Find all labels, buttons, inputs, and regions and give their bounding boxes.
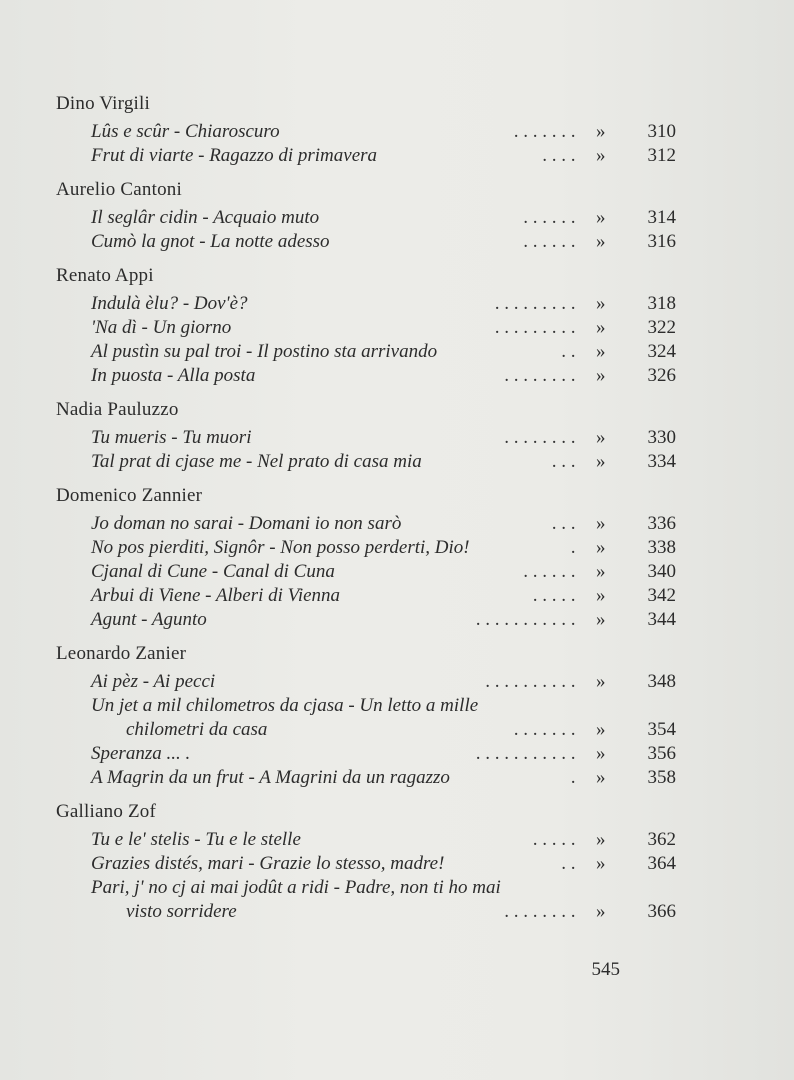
leader-dots: . . . . . . . . [504, 427, 576, 448]
page-ref-marker: » [596, 585, 606, 606]
entry-page-number: 356 [647, 743, 676, 764]
entry-page-number: 330 [647, 427, 676, 448]
page-ref-marker: » [596, 561, 606, 582]
leader-dots: . . . . . . . . . . . [476, 743, 576, 764]
entry-title: Tu e le' stelis - Tu e le stelle [91, 829, 301, 850]
leader-dots: . . . . . . . . . . . [476, 609, 576, 630]
page-ref-marker: » [596, 427, 606, 448]
entry-title: Frut di viarte - Ragazzo di primavera [91, 145, 378, 166]
leader-dots: . . . . . [533, 585, 576, 606]
leader-dots: . . . . . . [523, 207, 576, 228]
entry-title: Ai pèz - Ai pecci [91, 671, 216, 692]
page-ref-marker: » [596, 767, 606, 788]
entry-title: Tu mueris - Tu muori [91, 427, 252, 448]
page-ref-marker: » [596, 671, 606, 692]
toc-entry [56, 900, 696, 924]
toc-entry [56, 828, 696, 852]
page-ref-marker: » [596, 341, 606, 362]
author-name: Renato Appi [56, 265, 154, 286]
entry-page-number: 314 [647, 207, 676, 228]
entry-page-number: 316 [647, 231, 676, 252]
toc-entry [56, 364, 696, 388]
entry-page-number: 344 [647, 609, 676, 630]
toc-entry [56, 450, 696, 474]
entry-title: Jo doman no sarai - Domani io non sarò [91, 513, 402, 534]
entry-title: In puosta - Alla posta [91, 365, 256, 386]
entry-title: Arbui di Viene - Alberi di Vienna [91, 585, 341, 606]
entry-page-number: 334 [647, 451, 676, 472]
entry-title: Indulà èlu? - Dov'è? [91, 293, 248, 314]
author-name: Dino Virgili [56, 93, 150, 114]
page-ref-marker: » [596, 207, 606, 228]
page-ref-marker: » [596, 513, 606, 534]
toc-entry [56, 536, 696, 560]
entry-page-number: 310 [647, 121, 676, 142]
entry-page-number: 362 [647, 829, 676, 850]
leader-dots: . . [561, 853, 576, 874]
entry-page-number: 358 [647, 767, 676, 788]
entry-title: Il seglâr cidin - Acquaio muto [91, 207, 320, 228]
entry-title: No pos pierditi, Signôr - Non posso perderti, Dio! [91, 537, 470, 558]
entry-page-number: 336 [647, 513, 676, 534]
entry-page-number: 348 [647, 671, 676, 692]
leader-dots: . . . . . . . . . . [485, 671, 576, 692]
leader-dots: . . [561, 341, 576, 362]
entry-page-number: 324 [647, 341, 676, 362]
entry-page-number: 340 [647, 561, 676, 582]
page-ref-marker: » [596, 743, 606, 764]
toc-entry [56, 584, 696, 608]
toc-entry [56, 608, 696, 632]
entry-title: Pari, j' no cj ai mai jodût a ridi - Padre, non ti ho mai [91, 877, 501, 898]
toc-entry [56, 512, 696, 536]
toc-entry [56, 206, 696, 230]
entry-page-number: 322 [647, 317, 676, 338]
toc-entry [56, 230, 696, 254]
page-ref-marker: » [596, 853, 606, 874]
toc-entry [56, 316, 696, 340]
toc-entry [56, 340, 696, 364]
author-name: Domenico Zannier [56, 485, 203, 506]
entry-title: Al pustìn su pal troi - Il postino sta arrivando [91, 341, 438, 362]
page-ref-marker: » [596, 451, 606, 472]
author-name: Aurelio Cantoni [56, 179, 182, 200]
entry-page-number: 326 [647, 365, 676, 386]
page-ref-marker: » [596, 145, 606, 166]
page-ref-marker: » [596, 121, 606, 142]
entry-title-continuation: chilometri da casa [126, 719, 268, 740]
toc-section [56, 484, 696, 632]
toc-entry [56, 670, 696, 694]
leader-dots: . . . . [542, 145, 576, 166]
entry-page-number: 318 [647, 293, 676, 314]
entry-title: Tal prat di cjase me - Nel prato di casa mia [91, 451, 422, 472]
toc-entry [56, 426, 696, 450]
leader-dots: . . . . . . . . [504, 901, 576, 922]
author-name: Galliano Zof [56, 801, 157, 822]
entry-title: Grazies distés, mari - Grazie lo stesso, madre! [91, 853, 445, 874]
leader-dots: . . . . . [533, 829, 576, 850]
entry-page-number: 364 [647, 853, 676, 874]
toc-entry [56, 694, 696, 718]
toc-entry [56, 292, 696, 316]
page-ref-marker: » [596, 293, 606, 314]
toc-entry [56, 742, 696, 766]
entry-page-number: 342 [647, 585, 676, 606]
entry-page-number: 354 [647, 719, 676, 740]
page-ref-marker: » [596, 719, 606, 740]
toc-entry [56, 144, 696, 168]
page-ref-marker: » [596, 829, 606, 850]
page-ref-marker: » [596, 537, 606, 558]
page-ref-marker: » [596, 231, 606, 252]
leader-dots: . [571, 537, 576, 558]
entry-title: Cumò la gnot - La notte adesso [91, 231, 330, 252]
toc-section [56, 92, 696, 168]
leader-dots: . . . . . . . [514, 121, 576, 142]
entry-title: Lûs e scûr - Chiaroscuro [91, 121, 280, 142]
entry-page-number: 366 [647, 901, 676, 922]
leader-dots: . . . [552, 451, 576, 472]
leader-dots: . [571, 767, 576, 788]
leader-dots: . . . [552, 513, 576, 534]
toc-section [56, 642, 696, 790]
entry-title: A Magrin da un frut - A Magrini da un ragazzo [91, 767, 450, 788]
toc-section [56, 800, 696, 924]
page-ref-marker: » [596, 901, 606, 922]
page-ref-marker: » [596, 609, 606, 630]
table-of-contents [56, 92, 696, 934]
toc-entry [56, 120, 696, 144]
page-number: 545 [591, 959, 620, 980]
leader-dots: . . . . . . . [514, 719, 576, 740]
author-name: Leonardo Zanier [56, 643, 187, 664]
entry-title: 'Na dì - Un giorno [91, 317, 232, 338]
page-ref-marker: » [596, 365, 606, 386]
entry-title-continuation: visto sorridere [126, 901, 237, 922]
entry-title: Agunt - Agunto [91, 609, 207, 630]
toc-section [56, 398, 696, 474]
leader-dots: . . . . . . . . . [495, 317, 576, 338]
toc-entry [56, 560, 696, 584]
page-ref-marker: » [596, 317, 606, 338]
entry-page-number: 312 [647, 145, 676, 166]
author-name: Nadia Pauluzzo [56, 399, 179, 420]
leader-dots: . . . . . . . . [504, 365, 576, 386]
entry-title: Un jet a mil chilometros da cjasa - Un letto a mille [91, 695, 479, 716]
toc-entry [56, 876, 696, 900]
toc-entry [56, 766, 696, 790]
toc-entry [56, 852, 696, 876]
entry-page-number: 338 [647, 537, 676, 558]
leader-dots: . . . . . . [523, 561, 576, 582]
leader-dots: . . . . . . . . . [495, 293, 576, 314]
toc-section [56, 178, 696, 254]
entry-title: Speranza ... . [91, 743, 191, 764]
leader-dots: . . . . . . [523, 231, 576, 252]
entry-title: Cjanal di Cune - Canal di Cuna [91, 561, 335, 582]
toc-section [56, 264, 696, 388]
toc-entry [56, 718, 696, 742]
